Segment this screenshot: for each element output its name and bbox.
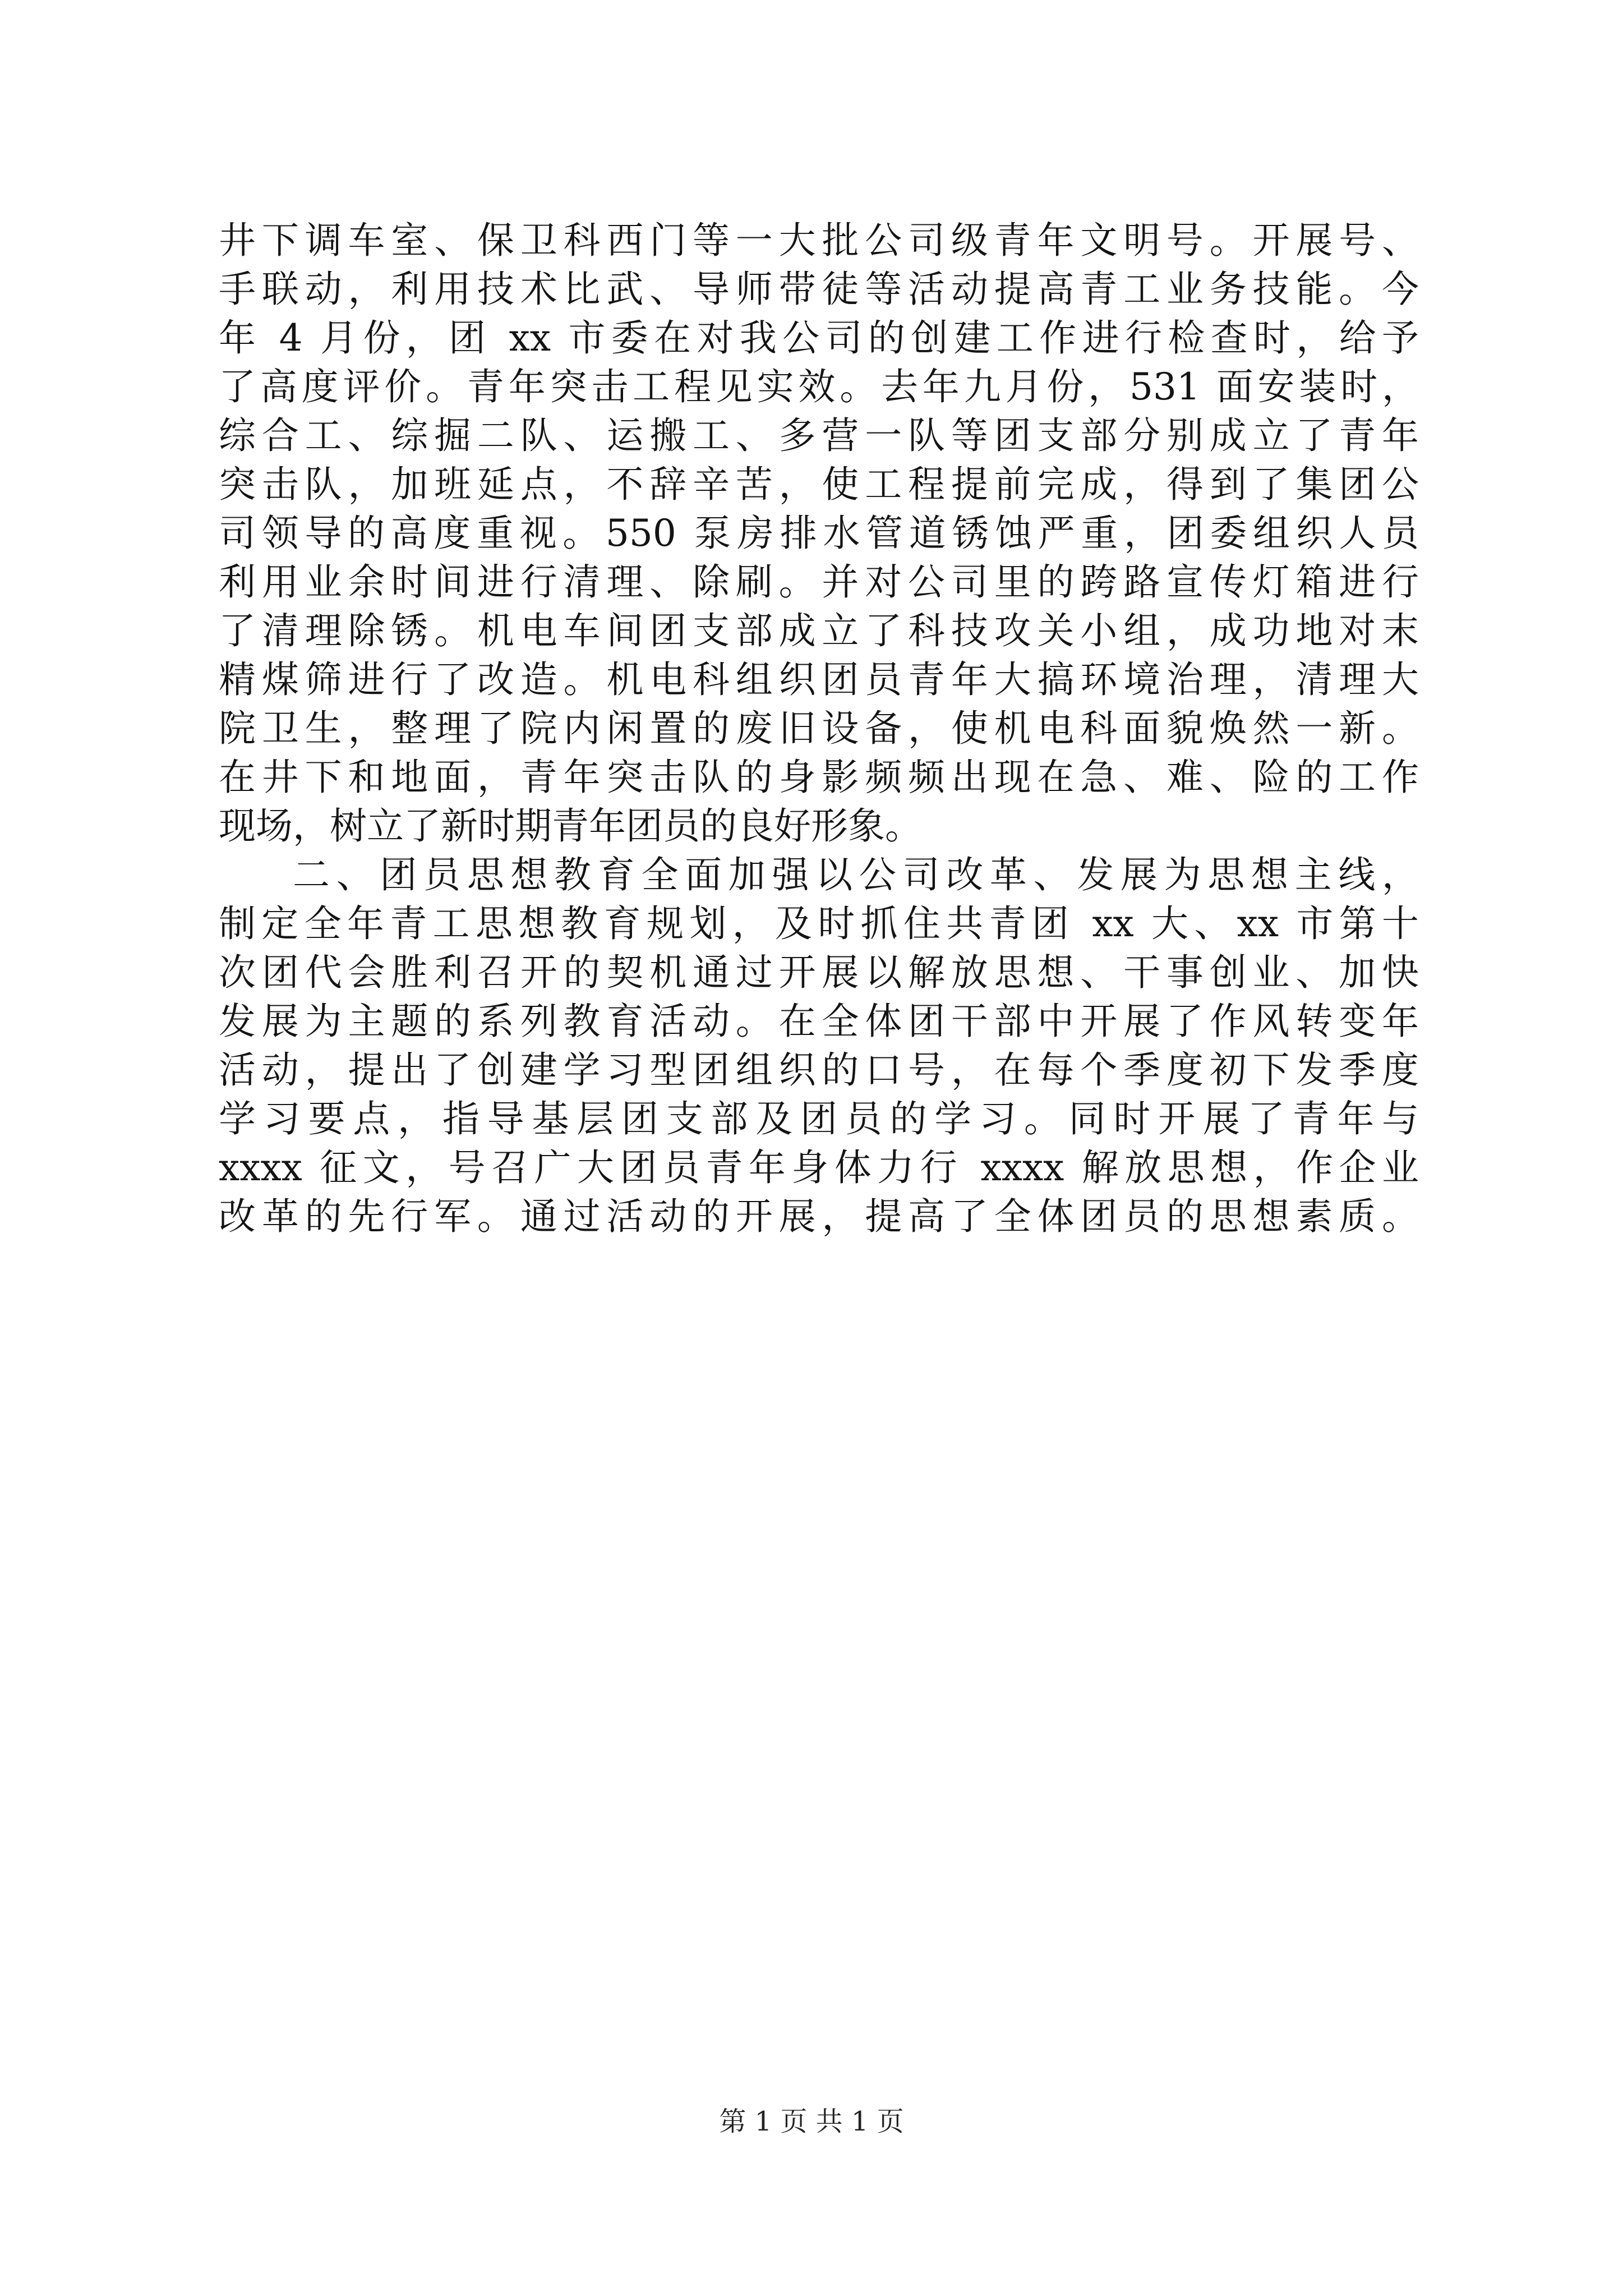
text-line: xxxx 征文，号召广大团员青年身体力行 xxxx 解放思想，作企业 [219, 1146, 1419, 1189]
text-line: 精煤筛进行了改造。机电科组织团员青年大搞环境治理，清理大 [219, 658, 1419, 701]
text-line: 二、团员思想教育全面加强以公司改革、发展为思想主线， [293, 853, 1419, 896]
text-line: 年 4 月份，团 xx 市委在对我公司的创建工作进行检查时，给予 [219, 316, 1419, 360]
paragraph-1 [219, 217, 1419, 850]
text-line: 综合工、综掘二队、运搬工、多营一队等团支部分别成立了青年 [219, 414, 1419, 457]
text-line: 次团代会胜利召开的契机通过开展以解放思想、干事创业、加快 [219, 951, 1419, 994]
text-line: 活动，提出了创建学习型团组织的口号，在每个季度初下发季度 [219, 1048, 1419, 1092]
page-number-footer: 第 1 页 共 1 页 [719, 2106, 904, 2137]
text-line: 手联动，利用技术比武、导师带徒等活动提高青工业务技能。今 [219, 268, 1419, 311]
text-line: 了高度评价。青年突击工程见实效。去年九月份，531 面安装时， [219, 365, 1419, 408]
document-body [219, 217, 1419, 1241]
text-line: 在井下和地面，青年突击队的身影频频出现在急、难、险的工作 [219, 756, 1419, 799]
text-line: 院卫生，整理了院内闲置的废旧设备，使机电科面貌焕然一新。 [219, 707, 1419, 750]
text-line: 学习要点，指导基层团支部及团员的学习。同时开展了青年与 [219, 1097, 1419, 1140]
text-line: 了清理除锈。机电车间团支部成立了科技攻关小组，成功地对末 [219, 609, 1419, 652]
text-line: 井下调车室、保卫科西门等一大批公司级青年文明号。开展号、 [219, 219, 1419, 262]
text-line: 改革的先行军。通过活动的开展，提高了全体团员的思想素质。 [219, 1195, 1419, 1238]
text-line: 发展为主题的系列教育活动。在全体团干部中开展了作风转变年 [219, 1000, 1419, 1043]
paragraph-2 [219, 851, 1419, 1241]
text-line: 司领导的高度重视。550 泵房排水管道锈蚀严重，团委组织人员 [219, 512, 1419, 555]
text-line: 现场，树立了新时期青年团员的良好形象。 [219, 804, 922, 848]
text-line: 突击队，加班延点，不辞辛苦，使工程提前完成，得到了集团公 [219, 463, 1419, 506]
text-line: 利用业余时间进行清理、除刷。并对公司里的跨路宣传灯箱进行 [219, 560, 1419, 604]
text-line: 制定全年青工思想教育规划，及时抓住共青团 xx 大、xx 市第十 [219, 902, 1419, 945]
